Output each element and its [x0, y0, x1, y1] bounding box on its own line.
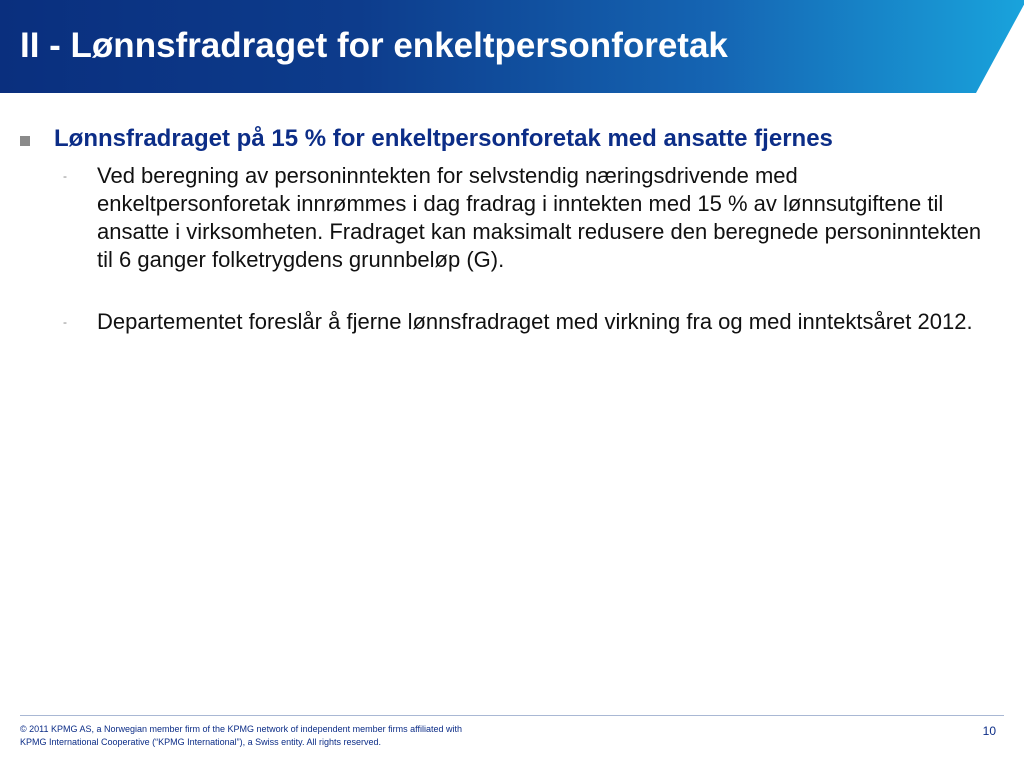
copyright-line-1: © 2011 KPMG AS, a Norwegian member firm of the KPMG network of independent member firms affiliated with — [20, 724, 462, 734]
footer-divider — [20, 715, 1004, 716]
sub-bullet-text: Departementet foreslår å fjerne lønnsfradraget med virkning fra og med inntektsåret 2012. — [97, 309, 973, 334]
dash-bullet-icon: - — [63, 315, 67, 329]
sub-bullet-text: Ved beregning av personinntekten for selvstendig næringsdrivende med enkeltpersonforetak innrømmes i dag fradrag i inntekten med 15 % av lønnsutgiftene til ansatte i virksomheten. Fradraget kan maksimalt redusere den beregnede personinntekten til 6 ganger folketrygdens grunnbeløp (G). — [97, 163, 982, 272]
sub-bullet — [0, 162, 1024, 274]
dash-bullet-icon: - — [63, 169, 67, 183]
copyright-line-2: KPMG International Cooperative (“KPMG International”), a Swiss entity. All rights reserved. — [20, 737, 381, 747]
main-bullet — [0, 122, 1024, 156]
sub-bullet — [0, 308, 1024, 336]
square-bullet-icon — [20, 136, 30, 146]
page-number: 10 — [982, 724, 996, 738]
copyright-notice — [20, 723, 620, 749]
slide-title: II - Lønnsfradraget for enkeltpersonforetak — [20, 26, 728, 65]
main-bullet-text: Lønnsfradraget på 15 % for enkeltpersonforetak med ansatte fjernes — [54, 125, 833, 152]
slide-content — [0, 122, 1024, 336]
